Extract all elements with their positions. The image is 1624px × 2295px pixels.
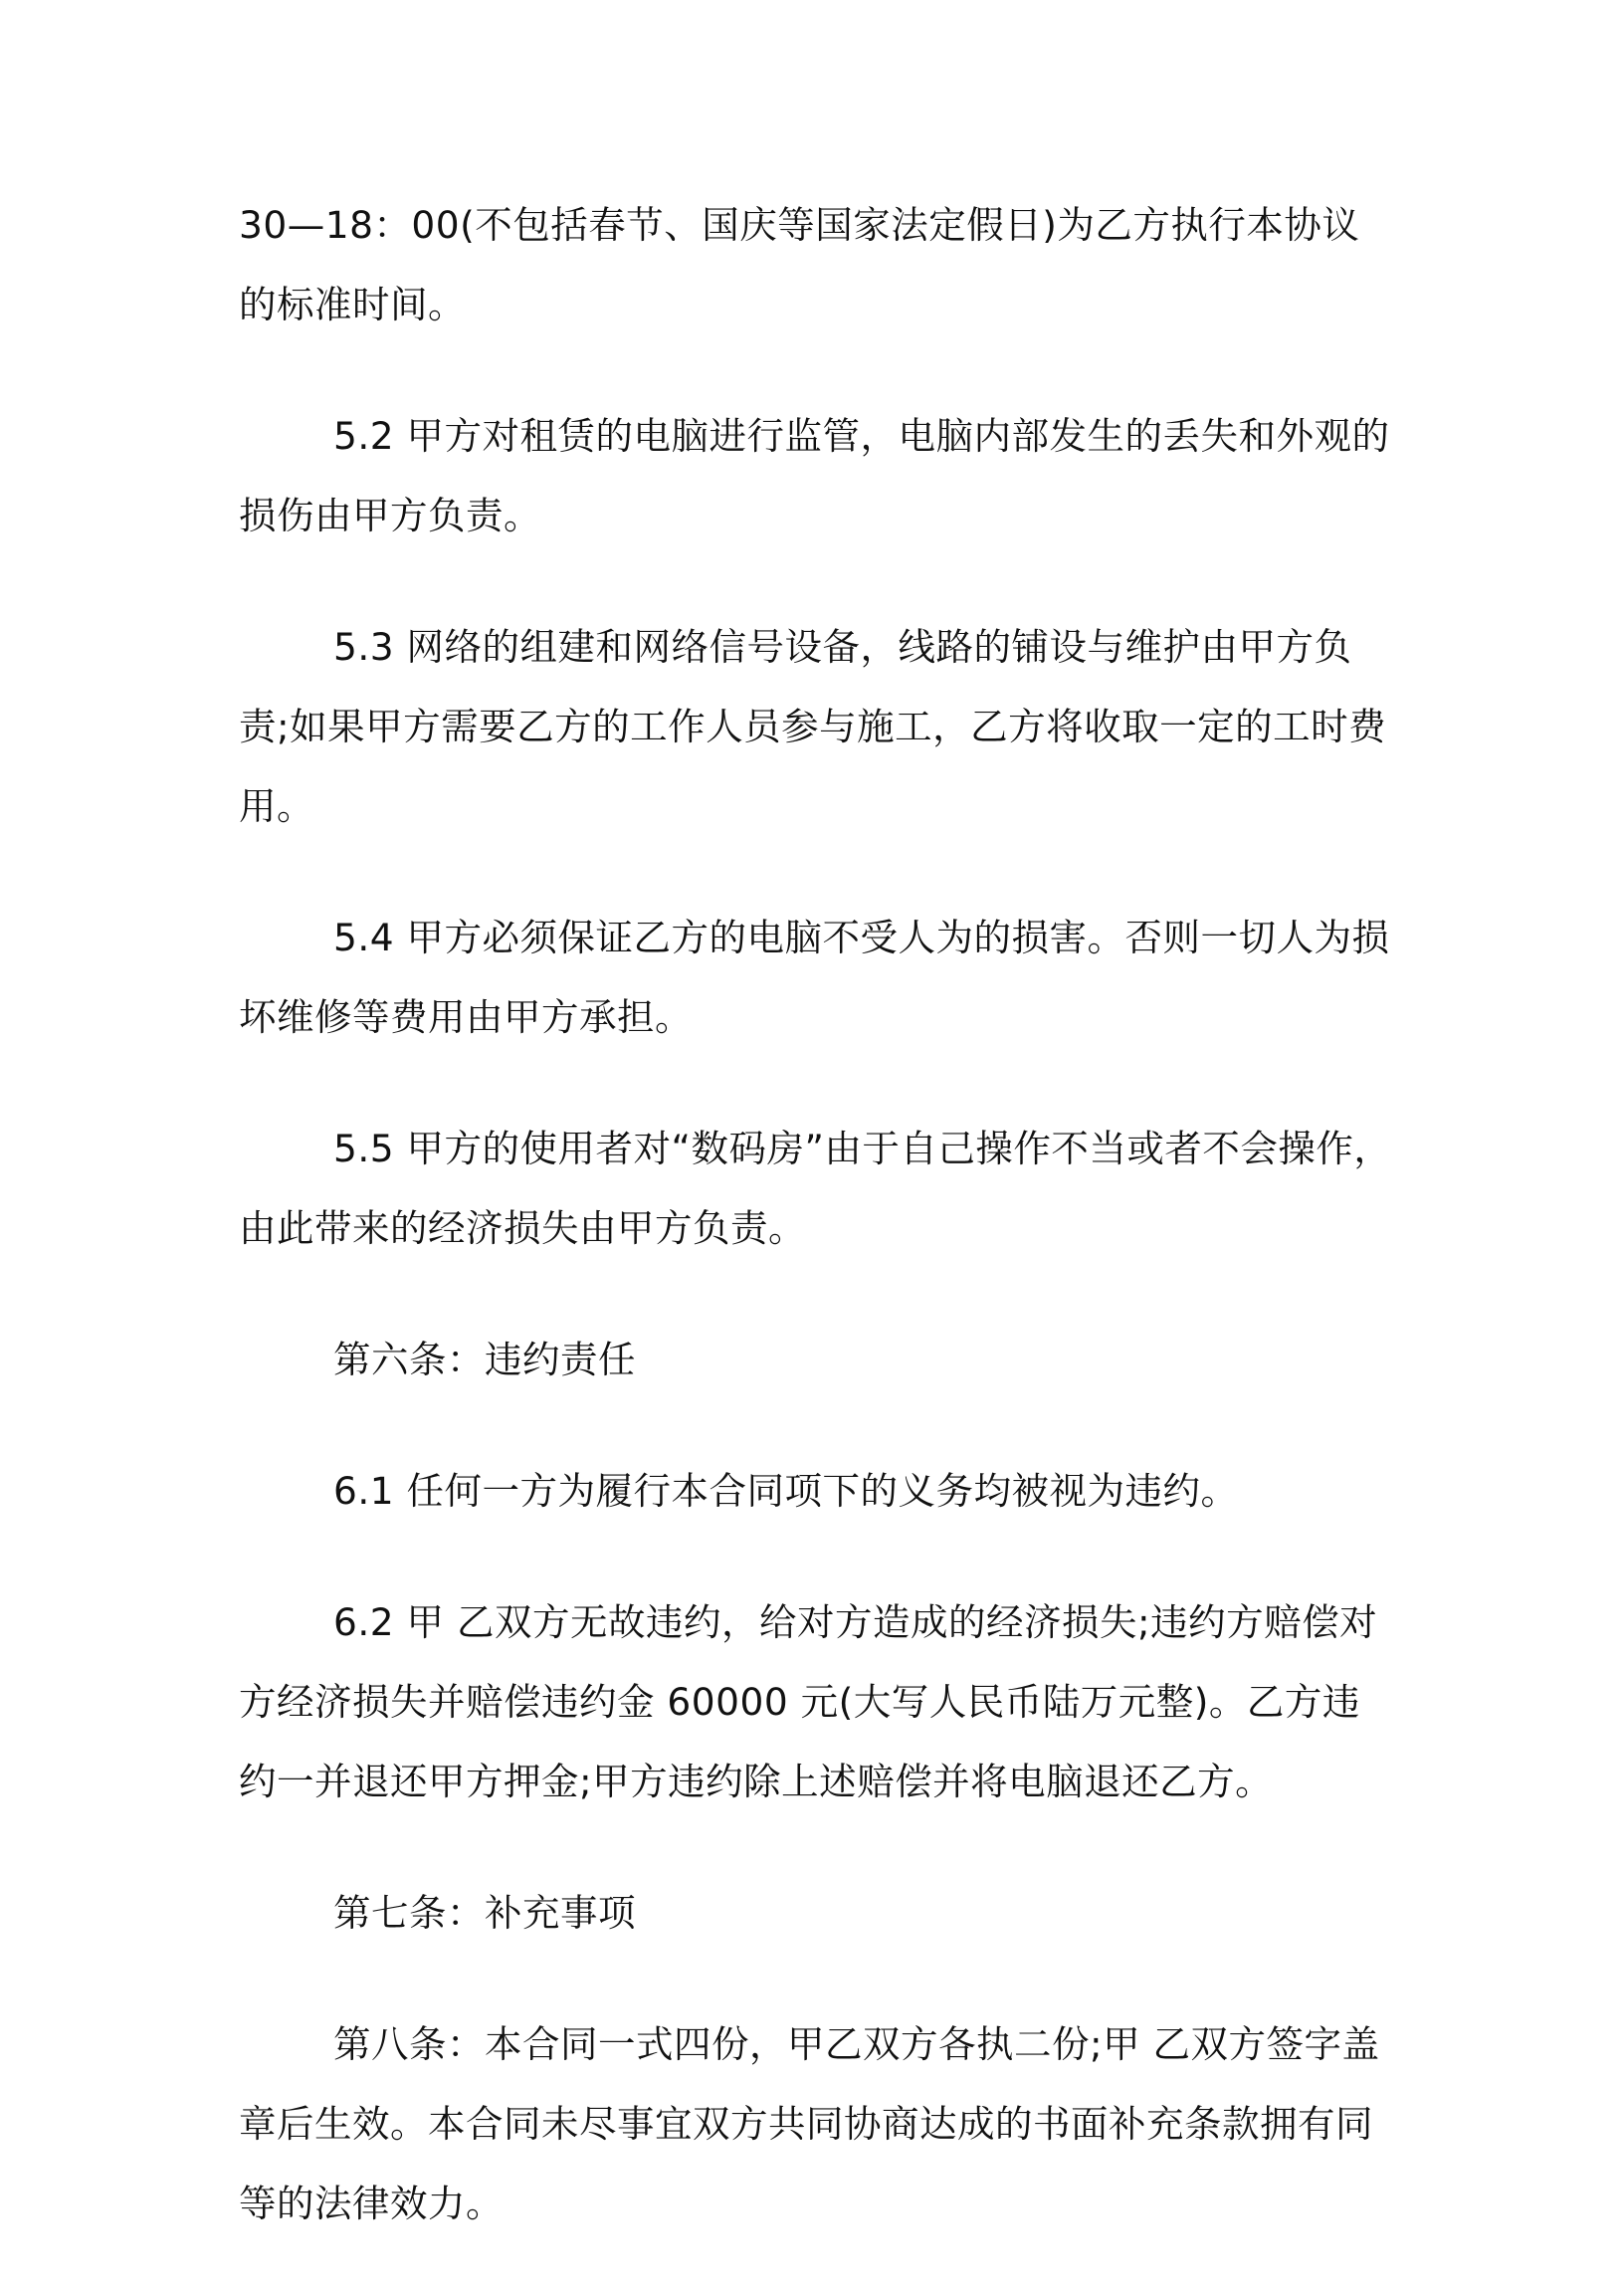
paragraph-5-2: 5.2 甲方对租赁的电脑进行监管，电脑内部发生的丢失和外观的损伤由甲方负责。: [239, 414, 1390, 537]
paragraph-5-4: 5.4 甲方必须保证乙方的电脑不受人为的损害。否则一切人为损坏维修等费用由甲方承担。: [239, 916, 1390, 1039]
paragraph-standard-time: 30—18：00(不包括春节、国庆等国家法定假日)为乙方执行本协议的标准时间。: [239, 203, 1360, 326]
paragraph-article-8: 第八条：本合同一式四份，甲乙双方各执二份;甲 乙双方签字盖章后生效。本合同未尽事宜双方共同协商达成的书面补充条款拥有同等的法律效力。: [239, 2022, 1380, 2225]
paragraph-5-3: 5.3 网络的组建和网络信号设备，线路的铺设与维护由甲方负责;如果甲方需要乙方的工作人员参与施工，乙方将收取一定的工时费用。: [239, 625, 1387, 828]
paragraph-6-2: 6.2 甲 乙双方无故违约，给对方造成的经济损失;违约方赔偿对方经济损失并赔偿违约金 60000 元(大写人民币陆万元整)。乙方违约一并退还甲方押金;甲方违约除上述赔偿并将电脑退还乙方。: [239, 1600, 1378, 1803]
paragraph-6-1: 6.1 任何一方为履行本合同项下的义务均被视为违约。: [333, 1469, 1239, 1513]
heading-article-6: 第六条：违约责任: [333, 1338, 636, 1381]
document-body: [239, 185, 1397, 2295]
paragraph-5-5: 5.5 甲方的使用者对“数码房”由于自己操作不当或者不会操作，由此带来的经济损失由甲方负责。: [239, 1127, 1392, 1250]
heading-article-7: 第七条：补充事项: [333, 1891, 636, 1935]
